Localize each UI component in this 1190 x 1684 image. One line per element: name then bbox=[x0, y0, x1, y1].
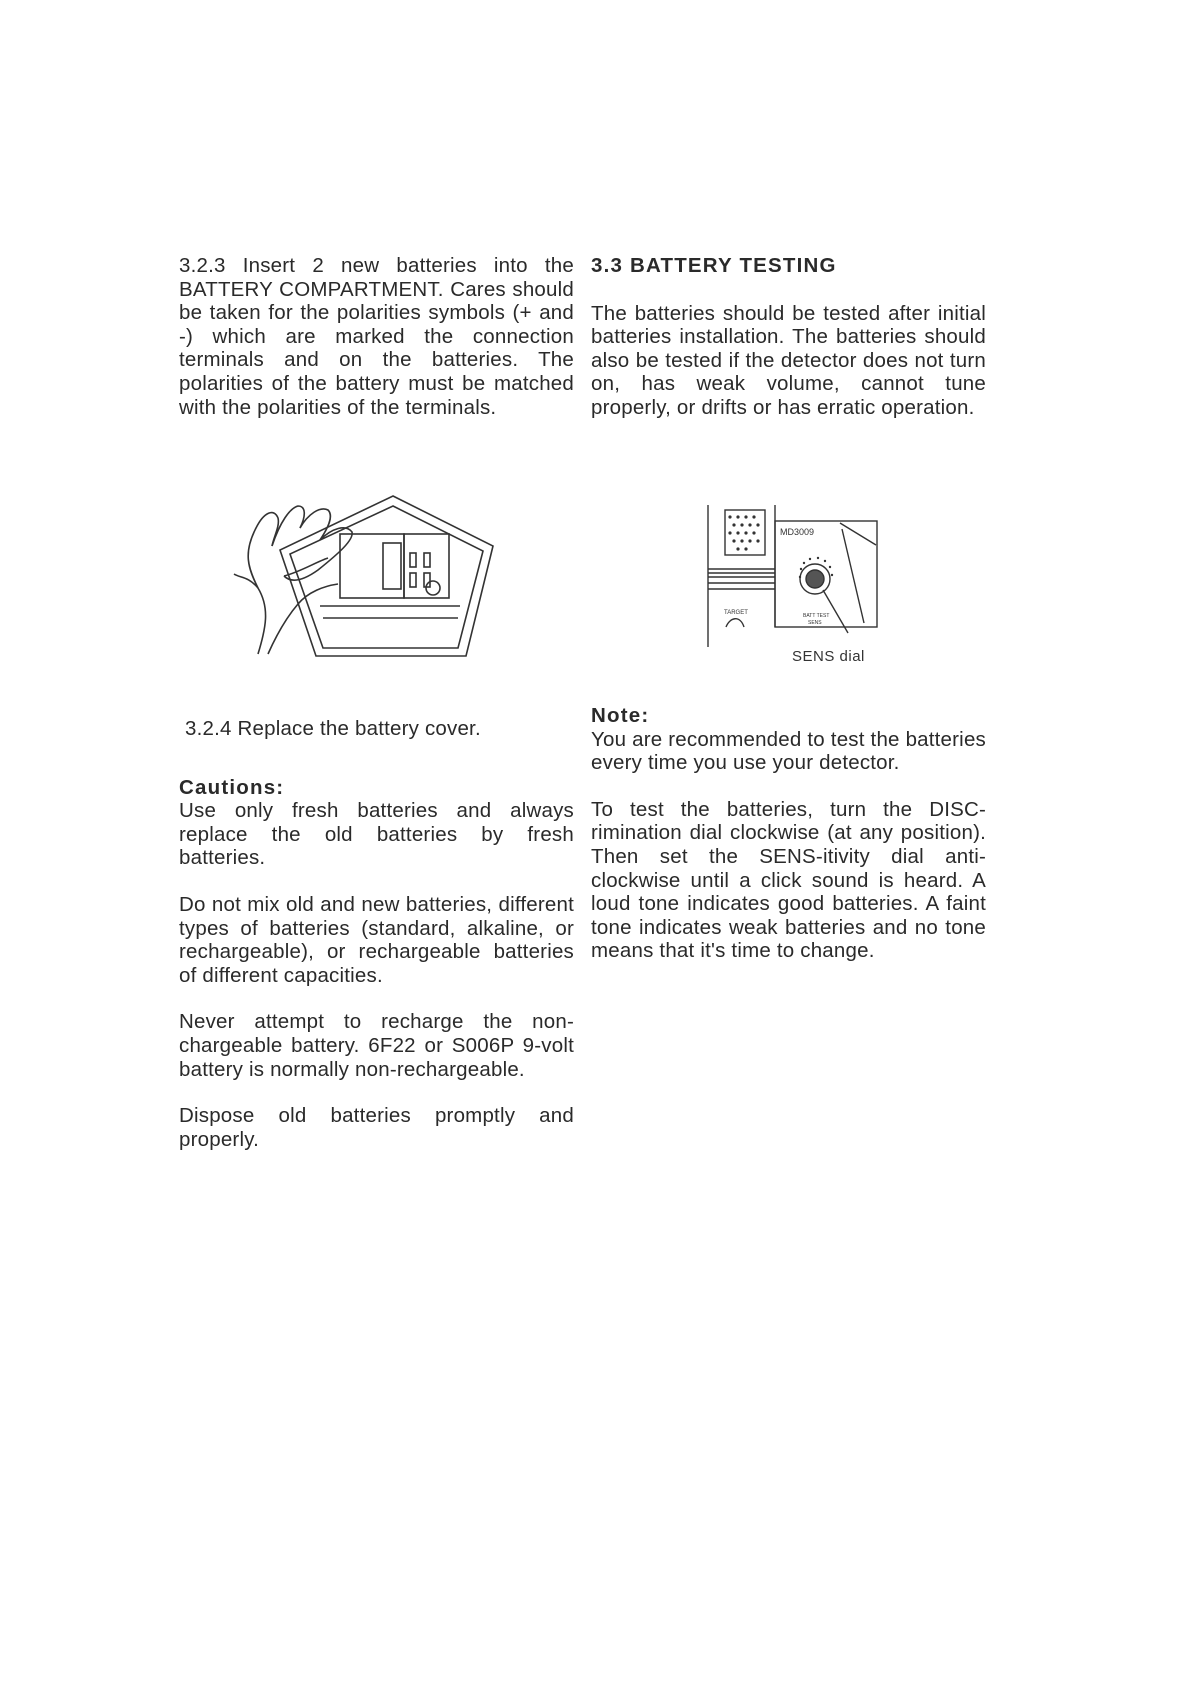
step-3-2-3: 3.2.3 Insert 2 new batteries into the BATTERY COMPARTMENT. Cares should be taken for the polarities symbols (+ and -) which are marked the connection terminals and on the batteries. The polarities of the battery must be matched with the polarities of the terminals. bbox=[179, 254, 574, 419]
left-column-top bbox=[179, 254, 574, 419]
step-3-2-4: 3.2.4 Replace the battery cover. bbox=[185, 717, 481, 740]
caution-2: Do not mix old and new batteries, different types of batteries (standard, alkaline, or rechargeable), or rechargeable batteries of different capacities. bbox=[179, 892, 574, 987]
cautions-heading: Cautions: bbox=[179, 775, 285, 799]
battery-test-procedure: To test the batteries, turn the DISC-rimination dial clockwise (at any position). Then set the SENS-itivity dial anti-clockwise until a click sound is heard. A loud tone indicates good batteries. A faint tone indicates weak batteries and no tone means that it's time to change. bbox=[591, 797, 986, 963]
note-heading: Note: bbox=[591, 704, 650, 727]
note-text: You are recommended to test the batteries every time you use your detector. bbox=[591, 727, 986, 775]
control-panel-figure bbox=[680, 505, 890, 670]
caution-1: Use only fresh batteries and always replace the old batteries by fresh batteries. bbox=[179, 799, 574, 870]
sens-dial-illustration bbox=[680, 505, 890, 670]
battery-testing-intro: The batteries should be tested after initial batteries installation. The batteries should also be tested if the detector does not turn on, has weak volume, cannot tune properly, or drifts or has erratic operation. bbox=[591, 301, 986, 419]
model-label: MD3009 bbox=[780, 527, 815, 537]
battery-insert-figure bbox=[228, 488, 498, 658]
hand-battery-illustration bbox=[228, 488, 498, 658]
left-column-bottom bbox=[179, 717, 574, 1151]
sens-dial-caption: SENS dial bbox=[792, 648, 865, 665]
right-column-top bbox=[591, 254, 986, 420]
caution-3: Never attempt to recharge the non-chargeable battery. 6F22 or S006P 9-volt battery is normally non-rechargeable. bbox=[179, 1010, 574, 1081]
target-label: TARGET bbox=[724, 610, 748, 616]
right-column-bottom bbox=[591, 704, 986, 963]
caution-4: Dispose old batteries promptly and properly. bbox=[179, 1104, 574, 1151]
section-title-battery-testing: 3.3 BATTERY TESTING bbox=[591, 254, 837, 277]
sens-small-label: SENS bbox=[808, 620, 822, 626]
batt-test-label: BATT TEST bbox=[803, 613, 830, 619]
